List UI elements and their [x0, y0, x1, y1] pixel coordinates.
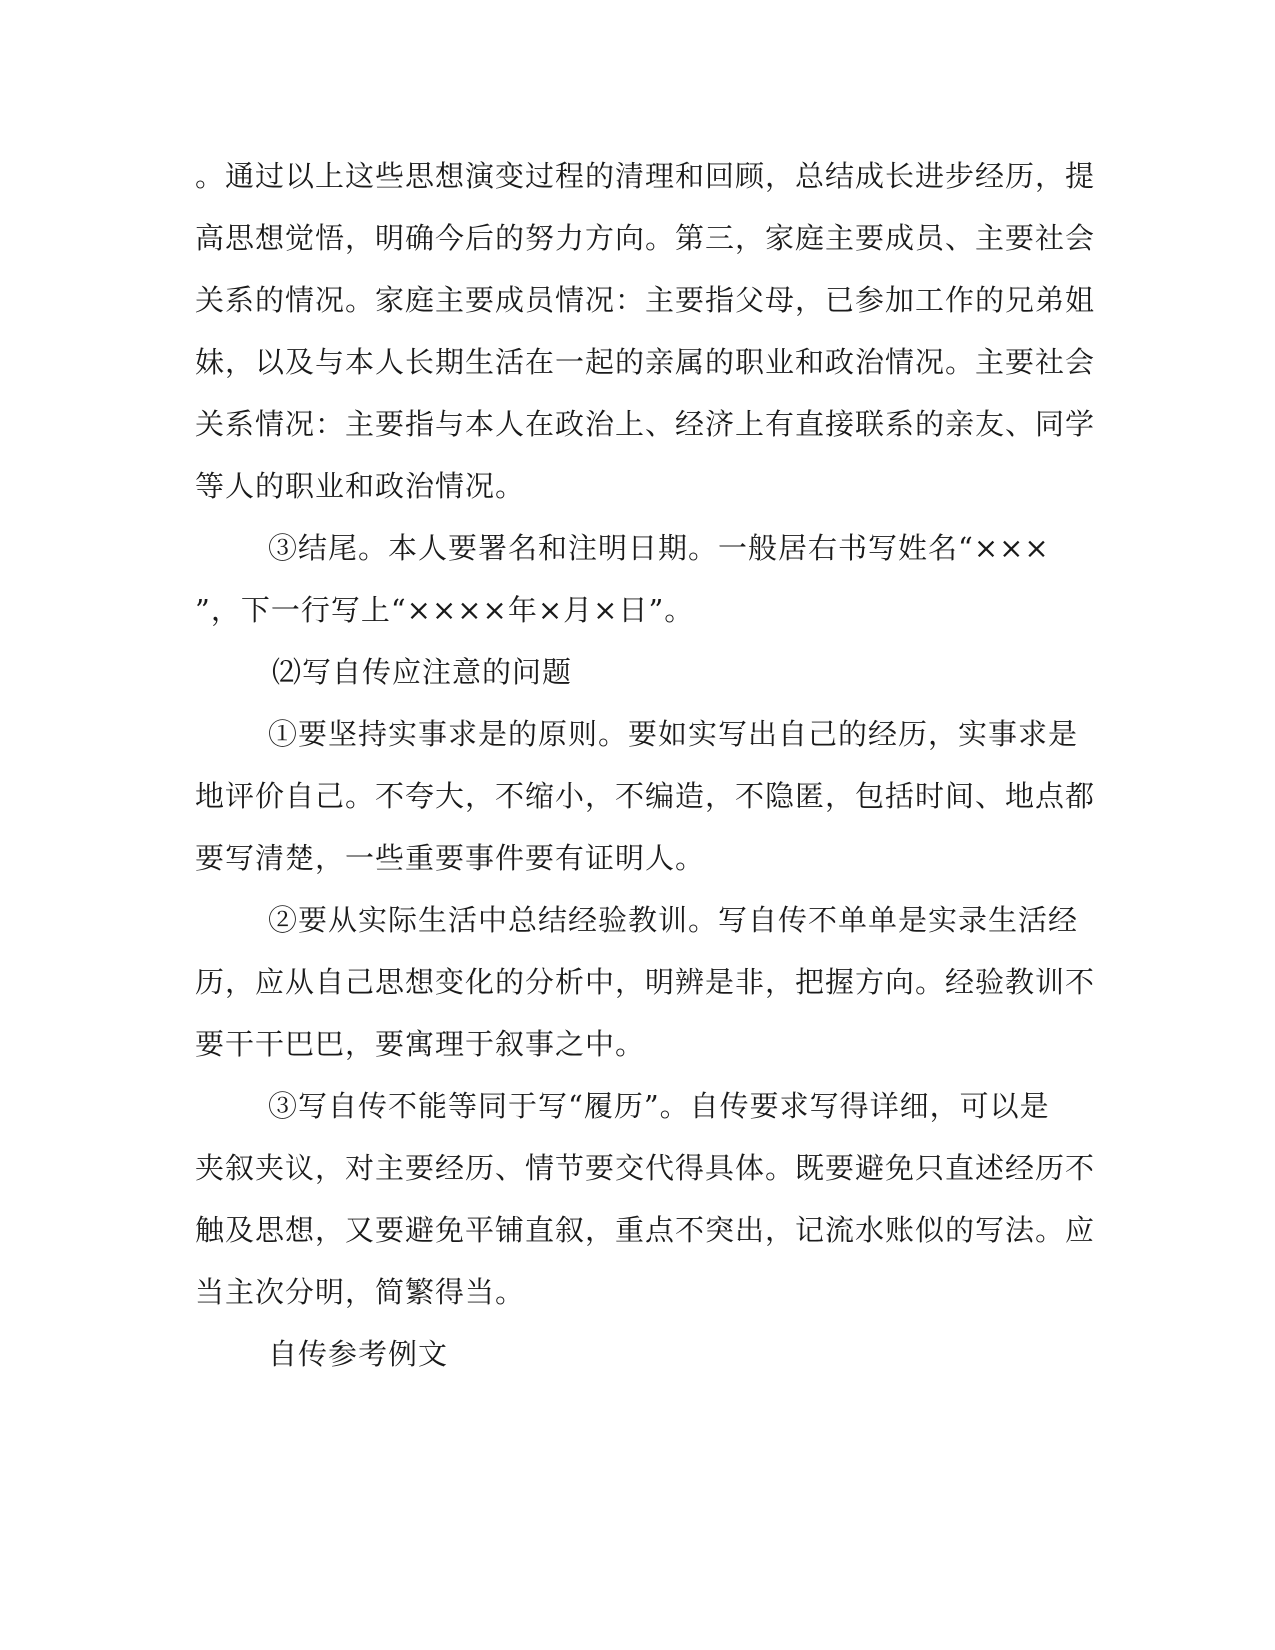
text-line: 关系情况：主要指与本人在政治上、经济上有直接联系的亲友、同学	[195, 407, 1096, 441]
example-heading: 自传参考例文	[268, 1337, 449, 1371]
text-line: 夹叙夹议，对主要经历、情节要交代得具体。既要避免只直述经历不	[195, 1151, 1096, 1185]
text-line: 历，应从自己思想变化的分析中，明辨是非，把握方向。经验教训不	[195, 965, 1096, 999]
text-line: 触及思想，又要避免平铺直叙，重点不突出，记流水账似的写法。应	[195, 1213, 1096, 1247]
paragraph-point-3: ③写自传不能等同于写“履历”。自传要求写得详细，可以是	[268, 1089, 1050, 1123]
paragraph-point-1: ①要坚持实事求是的原则。要如实写出自己的经历，实事求是	[268, 717, 1079, 751]
text-line: 地评价自己。不夸大，不缩小，不编造，不隐匿，包括时间、地点都	[195, 779, 1096, 813]
text-line: 要写清楚，一些重要事件要有证明人。	[195, 841, 706, 875]
text-line: 等人的职业和政治情况。	[195, 469, 526, 503]
text-line: 当主次分明，简繁得当。	[195, 1275, 526, 1309]
text-line: 。通过以上这些思想演变过程的清理和回顾，总结成长进步经历，提	[195, 159, 1096, 193]
text-line: ”，下一行写上“××××年×月×日”。	[195, 593, 695, 627]
paragraph-point-2: ②要从实际生活中总结经验教训。写自传不单单是实录生活经	[268, 903, 1079, 937]
text-line: 妹，以及与本人长期生活在一起的亲属的职业和政治情况。主要社会	[195, 345, 1096, 379]
section-heading: ⑵写自传应注意的问题	[272, 655, 573, 689]
paragraph-ending: ③结尾。本人要署名和注明日期。一般居右书写姓名“×××	[268, 531, 1050, 565]
text-line: 关系的情况。家庭主要成员情况：主要指父母，已参加工作的兄弟姐	[195, 283, 1096, 317]
text-line: 高思想觉悟，明确今后的努力方向。第三，家庭主要成员、主要社会	[195, 221, 1096, 255]
text-line: 要干干巴巴，要寓理于叙事之中。	[195, 1027, 646, 1061]
